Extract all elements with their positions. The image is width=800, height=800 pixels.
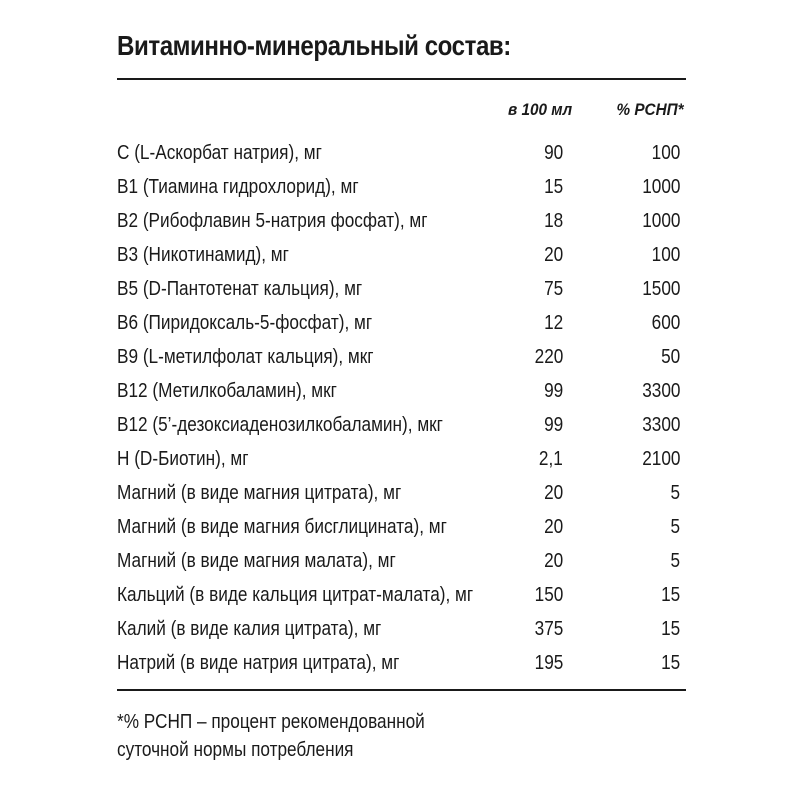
nutrient-name: B1 (Тиамина гидрохлорид), мг <box>117 176 359 198</box>
nutrient-amount: 150 <box>534 584 563 606</box>
nutrient-rsnp: 50 <box>660 346 680 368</box>
nutrient-rsnp: 3300 <box>641 414 680 436</box>
table-row <box>117 306 686 340</box>
nutrient-amount: 15 <box>543 176 563 198</box>
bottom-divider <box>117 689 686 691</box>
table-row <box>117 442 686 476</box>
nutrient-rsnp: 2100 <box>641 448 680 470</box>
nutrient-amount: 220 <box>534 346 563 368</box>
nutrient-rsnp: 3300 <box>641 380 680 402</box>
column-header-rsnp: % РСНП* <box>616 100 684 119</box>
nutrient-name: B6 (Пиридоксаль-5-фосфат), мг <box>117 312 373 334</box>
nutrient-rsnp: 600 <box>651 312 680 334</box>
nutrient-name: B3 (Никотинамид), мг <box>117 244 289 266</box>
column-header-amount: в 100 мл <box>508 100 573 119</box>
footnote <box>117 708 425 764</box>
nutrient-rsnp: 1000 <box>641 210 680 232</box>
nutrient-name: Натрий (в виде натрия цитрата), мг <box>117 652 400 674</box>
nutrient-amount: 20 <box>543 516 563 538</box>
nutrient-rsnp: 15 <box>660 618 680 640</box>
nutrient-amount: 75 <box>543 278 563 300</box>
nutrient-table <box>117 136 686 680</box>
nutrient-name: Кальций (в виде кальция цитрат-малата), мг <box>117 584 474 606</box>
nutrient-rsnp: 15 <box>660 652 680 674</box>
nutrient-name: B12 (Метилкобаламин), мкг <box>117 380 337 402</box>
table-row <box>117 510 686 544</box>
nutrient-amount: 12 <box>543 312 563 334</box>
top-divider <box>117 78 686 80</box>
table-row <box>117 374 686 408</box>
nutrient-amount: 99 <box>543 380 563 402</box>
table-row <box>117 646 686 680</box>
page-title: Витаминно-минеральный состав: <box>117 30 511 61</box>
nutrient-name: B12 (5’-дезоксиаденозилкобаламин), мкг <box>117 414 443 436</box>
footnote-line: суточной нормы потребления <box>117 739 354 761</box>
table-row <box>117 204 686 238</box>
nutrient-amount: 99 <box>543 414 563 436</box>
table-row <box>117 272 686 306</box>
table-row <box>117 612 686 646</box>
nutrient-rsnp: 1000 <box>641 176 680 198</box>
nutrient-name: Магний (в виде магния цитрата), мг <box>117 482 402 504</box>
nutrient-name: B5 (D-Пантотенат кальция), мг <box>117 278 363 300</box>
nutrient-amount: 375 <box>534 618 563 640</box>
nutrient-name: B9 (L-метилфолат кальция), мкг <box>117 346 374 368</box>
nutrient-name: B2 (Рибофлавин 5-натрия фосфат), мг <box>117 210 428 232</box>
nutrient-amount: 18 <box>543 210 563 232</box>
table-row <box>117 238 686 272</box>
nutrient-rsnp: 100 <box>651 244 680 266</box>
nutrient-amount: 2,1 <box>539 448 563 470</box>
nutrient-amount: 20 <box>543 244 563 266</box>
nutrient-name: Калий (в виде калия цитрата), мг <box>117 618 382 640</box>
nutrient-amount: 20 <box>543 482 563 504</box>
nutrient-rsnp: 5 <box>670 550 680 572</box>
footnote-line: *% РСНП – процент рекомендованной <box>117 711 425 733</box>
nutrient-rsnp: 1500 <box>641 278 680 300</box>
nutrient-amount: 20 <box>543 550 563 572</box>
table-row <box>117 408 686 442</box>
table-row <box>117 578 686 612</box>
nutrient-rsnp: 5 <box>670 482 680 504</box>
nutrient-name: Магний (в виде магния малата), мг <box>117 550 396 572</box>
table-row <box>117 544 686 578</box>
nutrient-name: Магний (в виде магния бисглицината), мг <box>117 516 447 538</box>
table-row <box>117 476 686 510</box>
nutrient-name: H (D-Биотин), мг <box>117 448 249 470</box>
nutrient-amount: 195 <box>534 652 563 674</box>
table-row <box>117 170 686 204</box>
nutrient-rsnp: 5 <box>670 516 680 538</box>
table-row <box>117 136 686 170</box>
nutrient-rsnp: 100 <box>651 142 680 164</box>
nutrient-rsnp: 15 <box>660 584 680 606</box>
nutrient-amount: 90 <box>543 142 563 164</box>
table-row <box>117 340 686 374</box>
nutrient-name: C (L-Аскорбат натрия), мг <box>117 142 322 164</box>
